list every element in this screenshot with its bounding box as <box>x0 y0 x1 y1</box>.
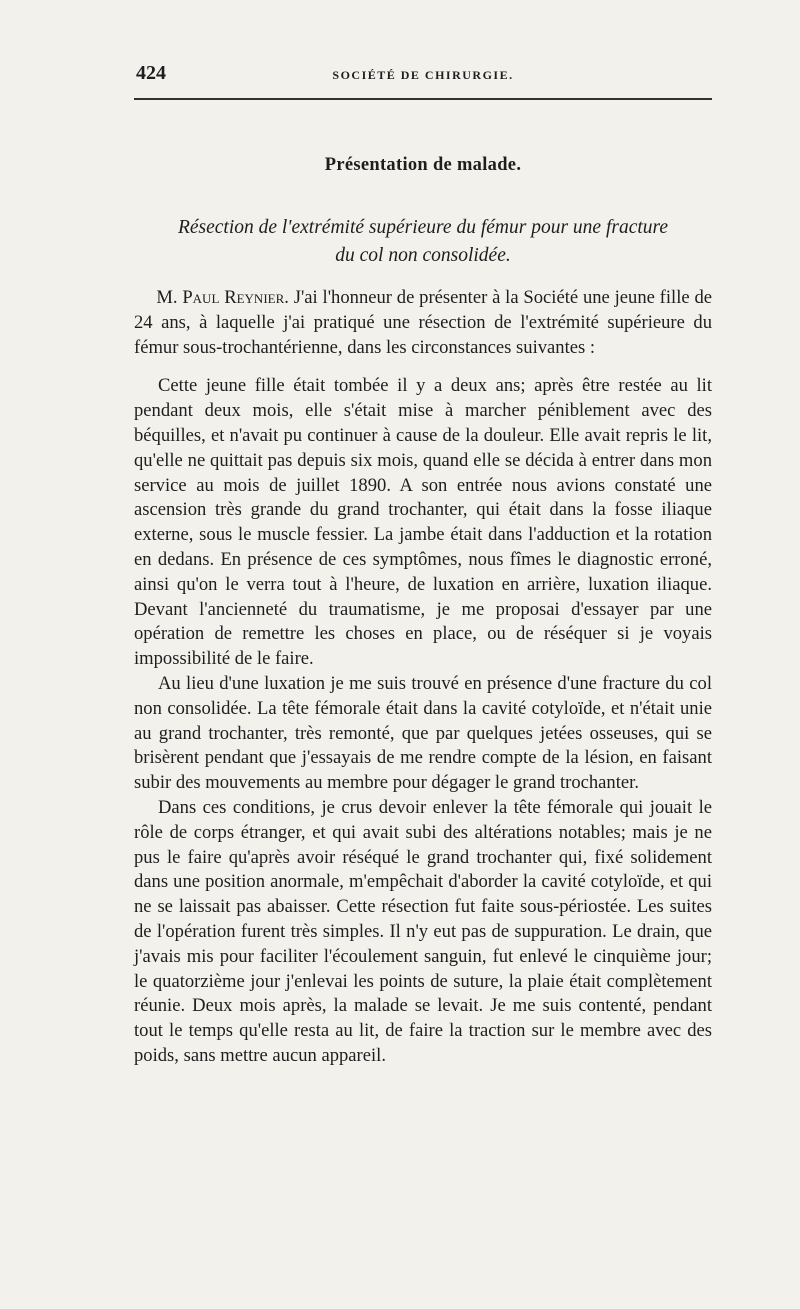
article-title <box>134 214 712 270</box>
intro-text: J'ai l'honneur de présenter à la Société une jeune fille de 24 ans, à laquelle j'ai pratiqué une résection de l'extrémité supérieure du fémur sous-trochantérienne, dans les circonstances suivantes : <box>134 287 712 358</box>
article-body <box>134 286 712 1069</box>
page-header <box>134 62 712 92</box>
paragraph-4: Dans ces conditions, je crus devoir enlever la tête fémorale qui jouait le rôle de corps étranger, et qui avait subi des altérations notables; mais je ne pus le faire qu'après avoir réséqué le grand trochanter qui, fixé solidement dans une position anormale, m'empêchait d'aborder la cavité cotyloïde, et qui ne se laissait pas abaisser. Cette résection fut faite sous-périostée. Les suites de l'opération furent très simples. Il n'y eut pas de suppuration. Le drain, que j'avais mis pour faciliter l'écoulement sanguin, fut enlevé le cinquième jour; le quatorzième jour j'enlevai les points de suture, la plaie était complètement réunie. Deux mois après, la malade se levait. Je me suis contenté, pendant tout le temps qu'elle resta au lit, de faire la traction sur le membre avec des poids, sans mettre aucun appareil. <box>134 796 712 1066</box>
author-name: M. Paul Reynier. <box>156 287 289 308</box>
section-title: Présentation de malade. <box>324 155 522 175</box>
article-title-line-2: du col non consolidée. <box>335 245 511 266</box>
paragraph-intro <box>134 286 712 360</box>
page-number: 424 <box>136 62 166 84</box>
article-title-line-1: Résection de l'extrémité supérieure du fémur pour une fracture <box>177 217 669 238</box>
paragraph-2: Cette jeune fille était tombée il y a deux ans; après être restée au lit pendant deux mois, elle s'était mise à marcher péniblement avec des béquilles, et n'avait pu continuer à cause de la douleur. Elle avait repris le lit, qu'elle ne quittait pas depuis six mois, quand elle se décida à entrer dans mon service au mois de juillet 1890. A son entrée nous avions constaté une ascension très grande du grand trochanter, qui était dans la fosse iliaque externe, sous le muscle fessier. La jambe était dans l'adduction et la rotation en dedans. En présence de ces symptômes, nous fîmes le diagnostic erroné, ainsi qu'on le verra tout à l'heure, de luxation en arrière, luxation iliaque. Devant l'ancienneté du traumatisme, je me proposai d'essayer par une opération de remettre les choses en place, ou de réséquer si je voyais impossibilité de le faire. <box>134 375 712 670</box>
running-head: SOCIÉTÉ DE CHIRURGIE. <box>332 68 514 82</box>
header-rule <box>134 98 712 100</box>
paragraph-3: Au lieu d'une luxation je me suis trouvé en présence d'une fracture du col non consolidée. La tête fémorale était dans la cavité cotyloïde, et n'était unie au grand trochanter, très remonté, que par quelques jetées osseuses, qui se brisèrent pendant que j'essayais de me rendre compte de la lésion, en faisant subir des mouvements au membre pour dégager le grand trochanter. <box>134 672 712 794</box>
